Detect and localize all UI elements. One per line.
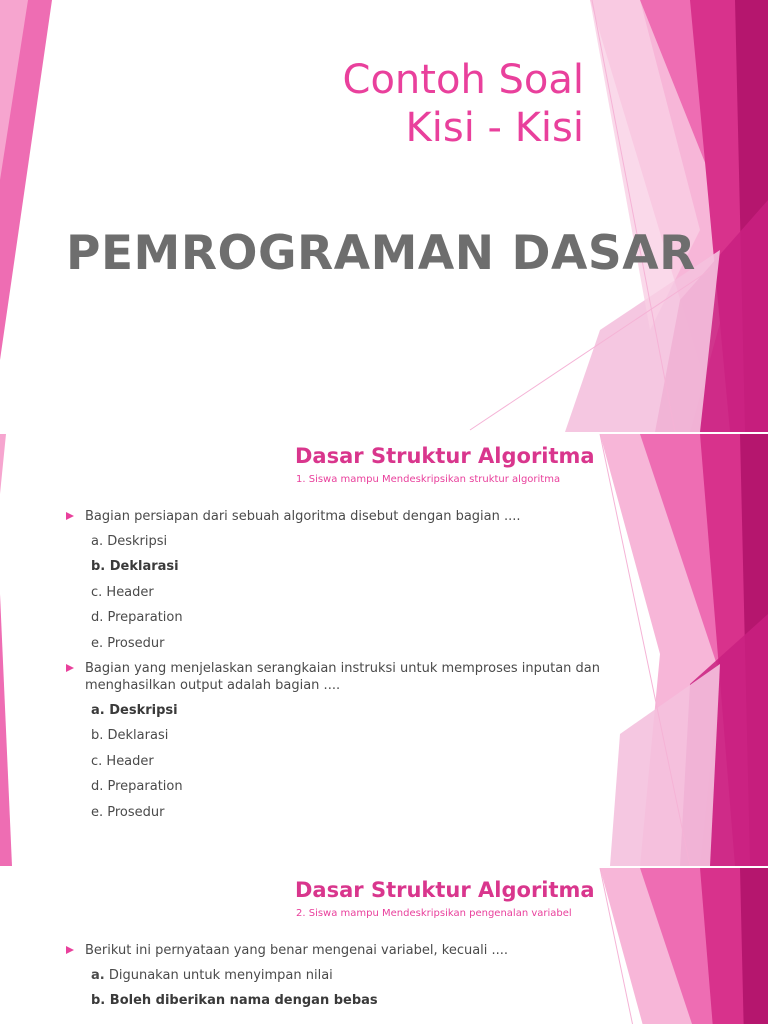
question-slide-2 bbox=[0, 868, 768, 1024]
bullet-arrow-icon bbox=[66, 946, 74, 954]
option-d: d. Preparation bbox=[91, 610, 183, 626]
option-b-letter: b. bbox=[91, 993, 106, 1009]
option-c: c. Header bbox=[91, 753, 154, 769]
option-a-letter: a. bbox=[91, 968, 105, 983]
question-list bbox=[60, 508, 620, 829]
question-1 bbox=[60, 508, 620, 525]
title-slide bbox=[0, 0, 768, 432]
presentation-title bbox=[343, 56, 584, 152]
question-list bbox=[60, 942, 620, 1018]
option-a-correct: a. Deskripsi bbox=[91, 702, 178, 718]
presentation-subtitle: PEMROGRAMAN DASAR bbox=[66, 226, 696, 281]
question-1-text: Bagian persiapan dari sebuah algoritma disebut dengan bagian .... bbox=[85, 509, 521, 524]
title-line-2: Kisi - Kisi bbox=[405, 105, 584, 151]
question-slide-1 bbox=[0, 434, 768, 866]
section-subtitle: 2. Siswa mampu Mendeskripsikan pengenalan variabel bbox=[296, 908, 572, 919]
bullet-arrow-icon bbox=[66, 664, 74, 672]
question-2 bbox=[60, 660, 620, 694]
option-e: e. Prosedur bbox=[91, 635, 165, 651]
option-b-text: Boleh diberikan nama dengan bebas bbox=[109, 993, 378, 1009]
section-subtitle: 1. Siswa mampu Mendeskripsikan struktur algoritma bbox=[296, 474, 561, 485]
option-b-correct: b. Deklarasi bbox=[91, 559, 179, 575]
title-line-1: Contoh Soal bbox=[342, 57, 584, 103]
bullet-arrow-icon bbox=[66, 512, 74, 520]
section-title: Dasar Struktur Algoritma bbox=[295, 878, 595, 902]
section-title: Dasar Struktur Algoritma bbox=[295, 444, 595, 468]
option-b: b. Deklarasi bbox=[91, 728, 169, 744]
question-1-text: Berikut ini pernyataan yang benar mengenai variabel, kecuali .... bbox=[85, 943, 509, 958]
option-e: e. Prosedur bbox=[91, 804, 165, 820]
question-1 bbox=[60, 942, 620, 959]
option-a-text: Digunakan untuk menyimpan nilai bbox=[108, 968, 333, 983]
option-c: c. Header bbox=[91, 584, 154, 600]
option-d: d. Preparation bbox=[91, 779, 183, 795]
option-a: a. Deskripsi bbox=[91, 534, 168, 549]
question-2-text: Bagian yang menjelaskan serangkaian instruksi untuk memproses inputan dan menghasilkan output adalah bagian .... bbox=[85, 660, 600, 693]
option-b-correct bbox=[60, 992, 620, 1017]
option-a bbox=[60, 967, 620, 992]
